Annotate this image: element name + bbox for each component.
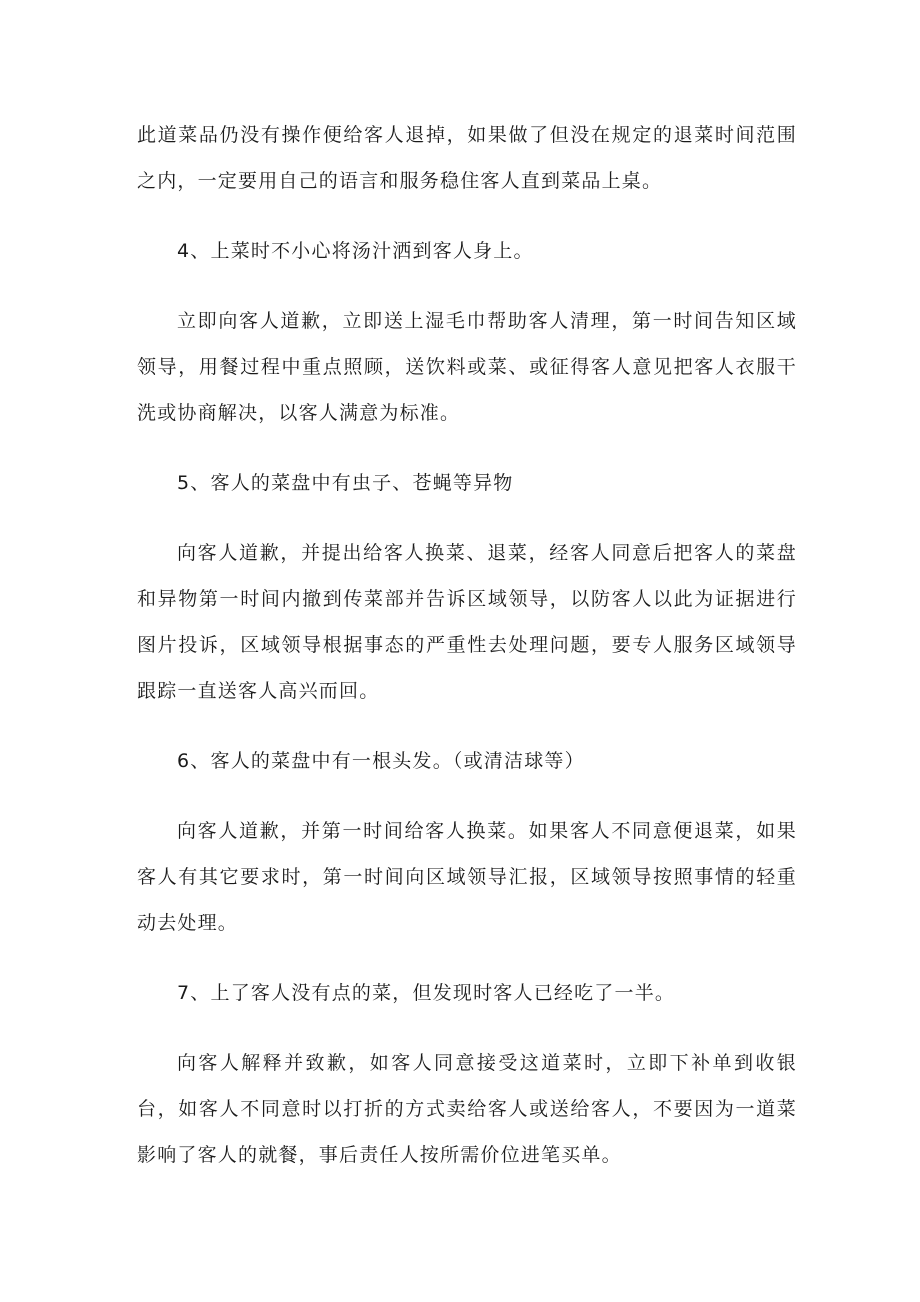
document-body bbox=[137, 112, 797, 1202]
paragraph-section-7: 向客人解释并致歉，如客人同意接受这道菜时，立即下补单到收银台，如客人不同意时以打折的方式卖给客人或送给客人，不要因为一道菜影响了客人的就餐，事后责任人按所需价位进笔买单。 bbox=[137, 1052, 797, 1166]
paragraph-section-5: 向客人道歉，并提出给客人换菜、退菜，经客人同意后把客人的菜盘和异物第一时间内撤到传菜部并告诉区域领导，以防客人以此为证据进行图片投诉，区域领导根据事态的严重性去处理问题，要专人服务区域领导跟踪一直送客人高兴而回。 bbox=[137, 542, 797, 702]
section-heading-7: 7、上了客人没有点的菜，但发现时客人已经吃了一半。 bbox=[177, 982, 676, 1004]
section-heading-5: 5、客人的菜盘中有虫子、苍蝇等异物 bbox=[177, 472, 514, 494]
section-heading-4: 4、上菜时不小心将汤汁洒到客人身上。 bbox=[177, 240, 534, 262]
paragraph-section-4: 立即向客人道歉，立即送上湿毛巾帮助客人清理，第一时间告知区域领导，用餐过程中重点照顾，送饮料或菜、或征得客人意见把客人衣服干洗或协商解决，以客人满意为标准。 bbox=[137, 310, 797, 424]
paragraph-section-6: 向客人道歉，并第一时间给客人换菜。如果客人不同意便退菜，如果客人有其它要求时，第一时间向区域领导汇报，区域领导按照事情的轻重动去处理。 bbox=[137, 820, 797, 934]
paragraph-continuation: 此道菜品仍没有操作便给客人退掉，如果做了但没在规定的退菜时间范围之内，一定要用自己的语言和服务稳住客人直到菜品上桌。 bbox=[137, 124, 797, 192]
section-heading-6: 6、客人的菜盘中有一根头发。（或清洁球等） bbox=[177, 750, 585, 772]
